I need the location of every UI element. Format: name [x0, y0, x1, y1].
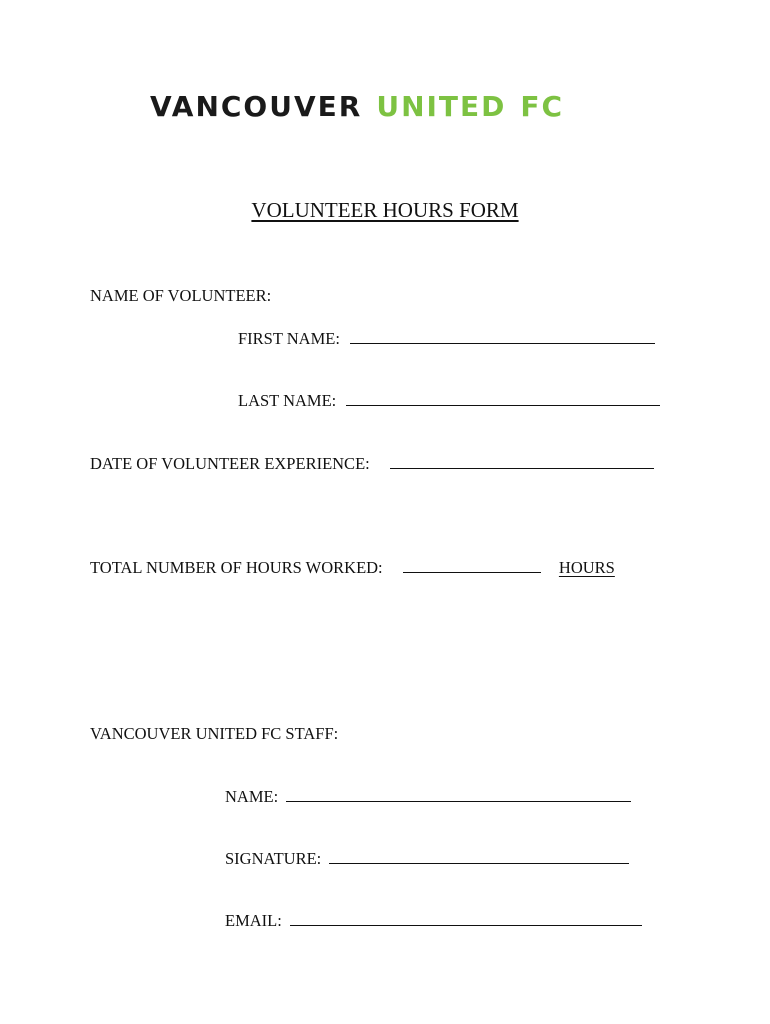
signature-label: SIGNATURE: [225, 849, 322, 868]
last-name-field[interactable] [346, 391, 660, 406]
logo-word-fc: FC [520, 89, 565, 123]
hours-row [90, 558, 615, 578]
last-name-label: LAST NAME: [238, 391, 337, 410]
signature-field[interactable] [329, 849, 629, 864]
hours-unit: HOURS [558, 558, 615, 577]
signature-row [225, 849, 629, 869]
first-name-row [238, 329, 655, 349]
last-name-row [238, 391, 660, 411]
email-label: EMAIL: [225, 911, 282, 930]
staff-name-field[interactable] [286, 787, 631, 802]
hours-field[interactable] [403, 558, 541, 573]
staff-name-row [225, 787, 631, 807]
date-label: DATE OF VOLUNTEER EXPERIENCE: [90, 454, 370, 473]
staff-name-label: NAME: [225, 787, 279, 806]
email-row [225, 911, 642, 931]
staff-section-heading: VANCOUVER UNITED FC STAFF: [90, 724, 339, 743]
date-row [90, 454, 654, 474]
logo-word-united: UNITED [376, 89, 507, 123]
hours-label: TOTAL NUMBER OF HOURS WORKED: [90, 558, 383, 577]
club-logo [150, 86, 620, 126]
first-name-field[interactable] [350, 329, 655, 344]
form-title: VOLUNTEER HOURS FORM [251, 198, 519, 222]
logo-word-vancouver: VANCOUVER [150, 89, 363, 123]
email-field[interactable] [290, 911, 642, 926]
first-name-label: FIRST NAME: [238, 329, 340, 348]
date-field[interactable] [390, 454, 654, 469]
volunteer-section-heading: NAME OF VOLUNTEER: [90, 286, 272, 305]
